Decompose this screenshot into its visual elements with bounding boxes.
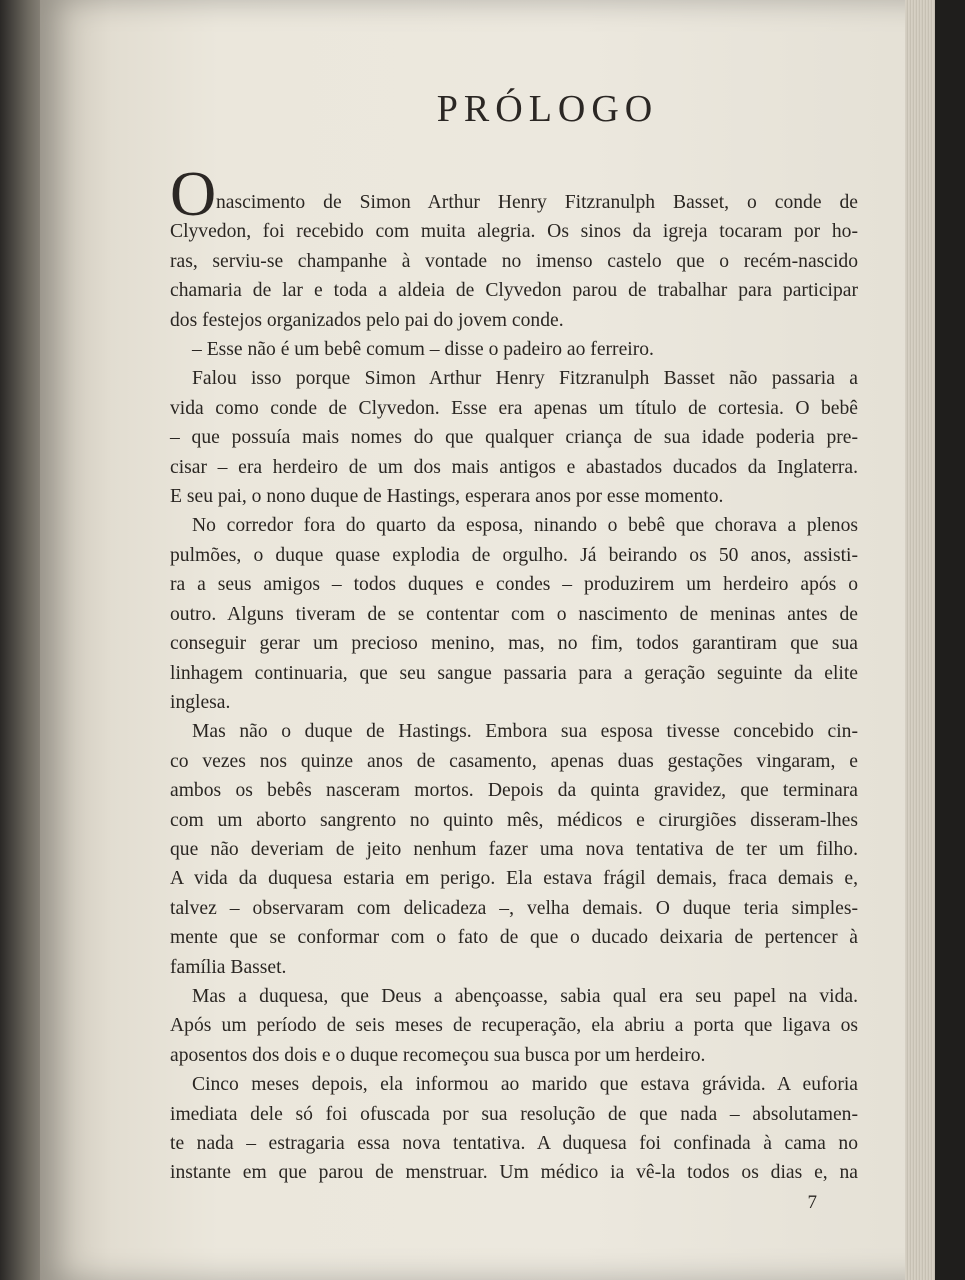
text-line: co vezes nos quinze anos de casamento, apenas duas gestações vingaram, e [170,750,858,772]
text-line: Clyvedon, foi recebido com muita alegria. Os sinos da igreja tocaram por ho- [170,221,858,243]
paragraph-4 [170,511,858,717]
text-line: imediata dele só foi ofuscada por sua resolução de que nada – absolutamen- [170,1103,858,1125]
drop-cap: O [170,158,217,229]
text-line: talvez – observaram com delicadeza –, velha demais. O duque teria simples- [170,897,858,919]
book-page [40,0,935,1280]
paragraph-6 [170,982,858,1070]
text-line: No corredor fora do quarto da esposa, ninando o bebê que chorava a plenos [192,515,858,537]
text-line: ras, serviu-se champanhe à vontade no imenso castelo que o recém-nascido [170,250,858,272]
paragraph-5 [170,717,858,982]
text-line: dos festejos organizados pelo pai do jovem conde. [170,309,564,331]
text-line: aposentos dos dois e o duque recomeçou sua busca por um herdeiro. [170,1044,706,1066]
text-line: que não deveriam de jeito nenhum fazer uma nova tentativa de ter um filho. [170,838,858,860]
text-line: inglesa. [170,691,231,713]
text-line: Mas a duquesa, que Deus a abençoasse, sabia qual era seu papel na vida. [192,985,858,1007]
text-line: Mas não o duque de Hastings. Embora sua esposa tivesse concebido cin- [192,721,858,743]
text-line: vida como conde de Clyvedon. Esse era apenas um título de cortesia. O bebê [170,397,858,419]
text-line: E seu pai, o nono duque de Hastings, esperara anos por esse momento. [170,486,724,508]
text-line: A vida da duquesa estaria em perigo. Ela estava frágil demais, fraca demais e, [170,868,858,890]
page-number: 7 [807,1192,817,1213]
text-line: nascimento de Simon Arthur Henry Fitzranulph Basset, o conde de [216,192,858,213]
text-line: outro. Alguns tiveram de se contentar com o nascimento de meninas antes de [170,603,858,625]
text-line: te nada – estragaria essa nova tentativa. A duquesa foi confinada à cama no [170,1133,858,1154]
paragraph-2 [170,335,858,364]
text-line: família Basset. [170,956,287,978]
text-line: pulmões, o duque quase explodia de orgulho. Já beirando os 50 anos, assisti- [170,544,858,566]
text-line: ambos os bebês nasceram mortos. Depois da quinta gravidez, que terminara [170,780,858,802]
text-line: – que possuía mais nomes do que qualquer criança de sua idade poderia pre- [170,427,858,449]
text-line: linhagem continuaria, que seu sangue passaria para a geração seguinte da elite [170,662,858,684]
text-line: chamaria de lar e toda a aldeia de Clyvedon parou de trabalhar para participar [170,280,858,302]
text-line: Falou isso porque Simon Arthur Henry Fitzranulph Basset não passaria a [192,368,858,390]
text-line: Após um período de seis meses de recuperação, ela abriu a porta que ligava os [170,1015,858,1037]
text-line: – Esse não é um bebê comum – disse o padeiro ao ferreiro. [192,339,654,361]
chapter-title: PRÓLOGO [436,88,659,131]
paragraph-7 [170,1070,858,1188]
text-line: com um aborto sangrento no quinto mês, médicos e cirurgiões disseram-lhes [170,809,858,831]
text-line: instante em que parou de menstruar. Um médico ia vê-la todos os dias e, na [170,1162,858,1184]
text-line: cisar – era herdeiro de um dos mais antigos e abastados ducados da Inglaterra. [170,456,858,478]
text-line: ra a seus amigos – todos duques e condes – produzirem um herdeiro após o [170,574,858,596]
page-edges [905,0,935,1280]
paragraph-1 [170,158,858,335]
paragraph-3 [170,364,858,511]
text-line: Cinco meses depois, ela informou ao marido que estava grávida. A euforia [192,1074,858,1096]
body-text [170,148,858,1188]
text-line: conseguir gerar um precioso menino, mas, no fim, todos garantiram que sua [170,633,858,655]
text-line: mente que se conformar com o fato de que o ducado deixaria de pertencer à [170,927,858,949]
